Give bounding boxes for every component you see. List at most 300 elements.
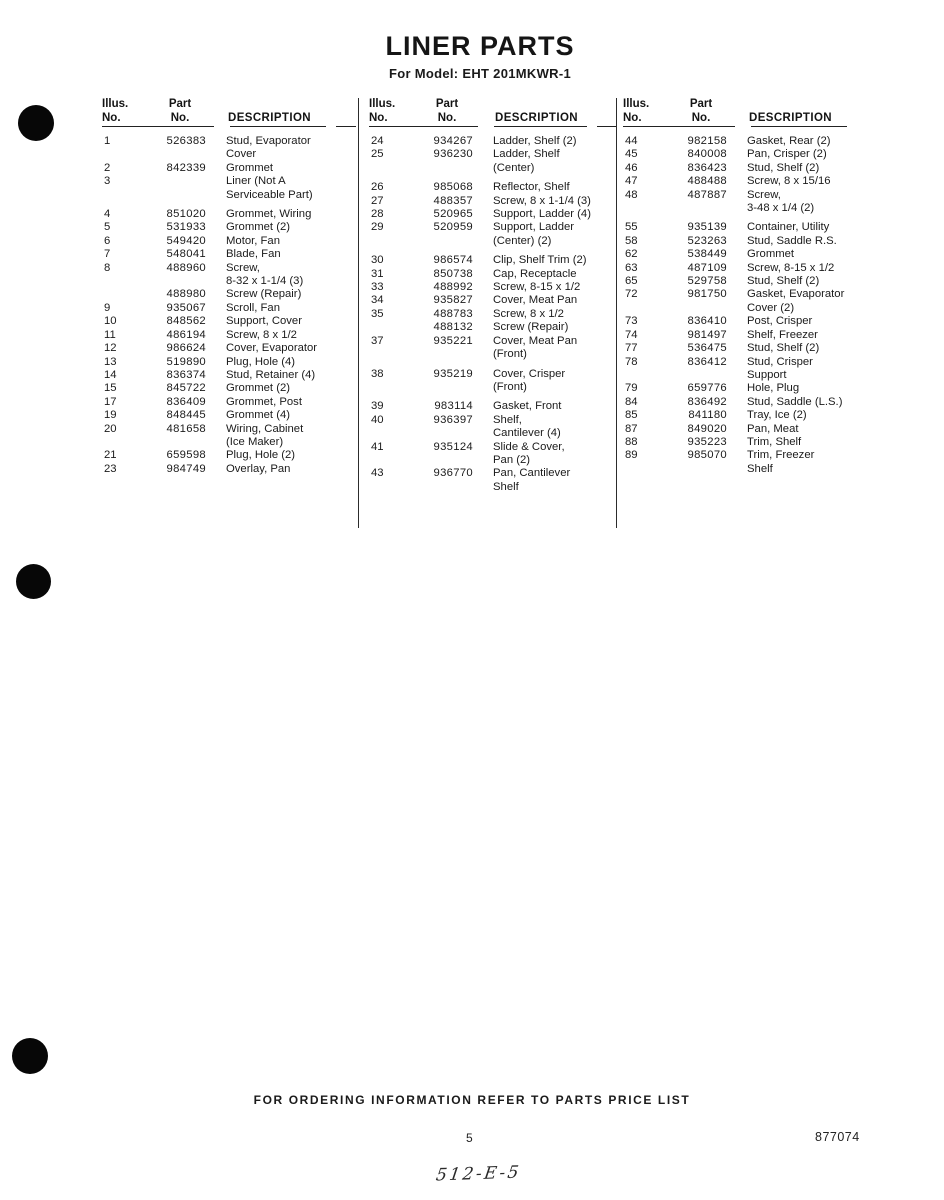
- part-no-cell: 481658: [166, 422, 206, 435]
- table-row: [102, 235, 358, 248]
- part-no-cell: 935219: [433, 367, 473, 380]
- column-header-line2: [369, 112, 616, 126]
- table-row: [102, 409, 358, 422]
- description-cell: [212, 356, 358, 369]
- description-cell: [212, 135, 358, 162]
- description-cell: [479, 368, 616, 395]
- description-line: Container, Utility: [747, 221, 830, 234]
- part-no-cell: 836410: [687, 315, 727, 328]
- illus-no-cell: 89: [625, 449, 638, 462]
- part-no-cell: 549420: [166, 234, 206, 247]
- part-no-cell: 836423: [687, 161, 727, 174]
- table-row: [623, 135, 856, 148]
- illus-no-cell: 40: [371, 413, 384, 426]
- table-row: [623, 409, 856, 422]
- header-rule-segment: [369, 126, 478, 130]
- table-row: [369, 148, 616, 175]
- part-no-cell: 934267: [433, 135, 473, 147]
- table-row: [623, 382, 856, 395]
- description-line: Screw,: [747, 188, 781, 201]
- description-cell: [733, 436, 856, 449]
- illus-no-cell: 4: [104, 208, 111, 221]
- description-line: Grommet (2): [226, 221, 291, 234]
- part-no-cell: 488992: [433, 281, 473, 294]
- punch-hole: [18, 105, 54, 141]
- description-line: Support: [747, 368, 787, 381]
- table-row: [102, 369, 358, 382]
- table-row: [369, 281, 616, 294]
- part-no-cell: 519890: [166, 355, 206, 368]
- table-row: [369, 467, 616, 494]
- column-header-line2: [623, 112, 856, 126]
- table-row: [623, 396, 856, 409]
- table-row: [369, 268, 616, 281]
- table-row: [102, 342, 358, 355]
- illus-no-cell: 55: [625, 221, 638, 234]
- description-cell: [733, 423, 856, 436]
- part-no-cell: 529758: [687, 275, 727, 288]
- part-no-cell: 986624: [166, 342, 206, 355]
- table-row: [623, 342, 856, 355]
- illus-header-label: Illus.: [369, 98, 396, 110]
- description-header: DESCRIPTION: [228, 111, 311, 124]
- punch-hole: [12, 1038, 48, 1074]
- description-cell: [479, 208, 616, 221]
- description-line: (Center): [493, 161, 535, 174]
- description-line: (Front): [493, 380, 527, 393]
- table-row: [102, 382, 358, 395]
- description-line: Pan, Cantilever: [493, 467, 571, 480]
- part-no-cell: 836412: [687, 355, 727, 368]
- description-line: Cover, Meat Pan: [493, 294, 578, 307]
- table-row: [369, 221, 616, 248]
- description-line: (Center) (2): [493, 234, 552, 247]
- part-no-cell: 526383: [166, 135, 206, 147]
- description-line: Stud, Saddle R.S.: [747, 234, 837, 247]
- description-cell: [212, 208, 358, 221]
- description-line: Blade, Fan: [226, 248, 281, 261]
- description-cell: [733, 409, 856, 422]
- description-line: Support, Cover: [226, 315, 302, 328]
- illus-no-cell: 28: [371, 208, 384, 221]
- description-cell: [733, 175, 856, 188]
- description-line: Cover, Evaporator: [226, 342, 318, 355]
- description-cell: [733, 162, 856, 175]
- parts-column: [616, 98, 856, 528]
- column-header: [623, 98, 856, 130]
- description-line: Post, Crisper: [747, 315, 813, 328]
- page-title: LINER PARTS: [385, 31, 575, 61]
- table-row: [623, 248, 856, 261]
- illus-no-header: No.: [623, 111, 642, 124]
- illus-no-cell: 1: [104, 135, 111, 147]
- description-line: Plug, Hole (2): [226, 449, 296, 462]
- part-no-cell: 486194: [166, 328, 206, 341]
- description-line: Stud, Retainer (4): [226, 368, 316, 381]
- illus-no-cell: 27: [371, 194, 384, 207]
- description-cell: [212, 288, 358, 301]
- illus-no-cell: 35: [371, 307, 384, 320]
- illus-no-cell: 13: [104, 355, 117, 368]
- header-rule: [623, 126, 856, 130]
- part-no-cell: 548041: [166, 248, 206, 261]
- part-no-cell: 842339: [166, 161, 206, 174]
- description-line: Overlay, Pan: [226, 462, 291, 475]
- table-row: [623, 315, 856, 328]
- header-rule: [369, 126, 616, 130]
- description-line: Pan (2): [493, 453, 531, 466]
- description-cell: [479, 400, 616, 413]
- illus-no-cell: 37: [371, 334, 384, 347]
- illus-no-cell: 9: [104, 301, 111, 314]
- description-line: Motor, Fan: [226, 234, 280, 247]
- description-line: Gasket, Evaporator: [747, 288, 845, 301]
- description-line: Screw, 8-15 x 1/2: [493, 281, 581, 294]
- description-line: Screw, 8 x 1/2: [226, 328, 297, 341]
- header-rule-segment: [336, 126, 356, 130]
- table-row: [623, 449, 856, 476]
- illus-no-cell: 5: [104, 221, 111, 234]
- illus-no-cell: 87: [625, 422, 638, 435]
- table-row: [369, 368, 616, 395]
- table-row: [623, 235, 856, 248]
- description-line: Clip, Shelf Trim (2): [493, 254, 587, 267]
- table-row: [369, 400, 616, 413]
- part-no-cell: 520959: [433, 221, 473, 234]
- parts-table: [98, 98, 856, 528]
- table-row: [623, 189, 856, 216]
- illus-no-cell: 3: [104, 175, 111, 188]
- table-row: [102, 175, 358, 202]
- illus-header-label: Illus.: [102, 98, 129, 110]
- part-no-cell: 935221: [433, 334, 473, 347]
- description-line: Screw, 8-15 x 1/2: [747, 261, 835, 274]
- description-cell: [733, 356, 856, 383]
- table-row: [102, 221, 358, 234]
- description-line: Pan, Crisper (2): [747, 148, 827, 161]
- description-line: Cover, Meat Pan: [493, 334, 578, 347]
- part-no-cell: 935139: [687, 221, 727, 234]
- illus-no-cell: 58: [625, 234, 638, 247]
- rows-container: [623, 135, 856, 476]
- illus-no-header: No.: [102, 111, 121, 124]
- header-rule-segment: [230, 126, 326, 130]
- table-row: [623, 175, 856, 188]
- table-row: [102, 463, 358, 476]
- description-cell: [212, 342, 358, 355]
- description-cell: [479, 268, 616, 281]
- description-cell: [212, 315, 358, 328]
- table-row: [623, 288, 856, 315]
- part-no-cell: 836374: [166, 368, 206, 381]
- illus-no-cell: 12: [104, 342, 117, 355]
- description-cell: [212, 463, 358, 476]
- description-line: Grommet: [226, 161, 274, 174]
- table-row: [369, 441, 616, 468]
- table-row: [623, 423, 856, 436]
- parts-column: [98, 98, 358, 528]
- description-line: Wiring, Cabinet: [226, 422, 304, 435]
- table-row: [102, 423, 358, 450]
- description-cell: [733, 262, 856, 275]
- description-line: Screw (Repair): [493, 321, 569, 334]
- description-line: Stud, Crisper: [747, 355, 813, 368]
- table-row: [369, 335, 616, 362]
- part-no-cell: 982158: [687, 135, 727, 147]
- description-line: Support, Ladder: [493, 221, 575, 234]
- description-cell: [479, 308, 616, 321]
- description-line: Plug, Hole (4): [226, 355, 296, 368]
- illus-no-cell: 7: [104, 248, 111, 261]
- description-cell: [479, 135, 616, 148]
- illus-no-cell: 33: [371, 281, 384, 294]
- column-header: [102, 98, 358, 130]
- parts-column: [358, 98, 616, 528]
- description-line: Reflector, Shelf: [493, 181, 570, 194]
- description-cell: [733, 449, 856, 476]
- part-no-cell: 936230: [433, 148, 473, 161]
- description-cell: [733, 315, 856, 328]
- description-line: Trim, Freezer: [747, 449, 815, 462]
- description-line: Gasket, Rear (2): [747, 135, 831, 147]
- handwritten-note: 512-E-5: [434, 1162, 523, 1186]
- part-no-cell: 488980: [166, 288, 206, 301]
- description-cell: [733, 221, 856, 234]
- part-no-header: No.: [437, 111, 457, 124]
- description-line: Ladder, Shelf: [493, 148, 560, 161]
- description-line: Support, Ladder (4): [493, 208, 591, 221]
- table-row: [369, 308, 616, 321]
- illus-no-cell: 31: [371, 267, 384, 280]
- illus-no-cell: 11: [104, 328, 116, 341]
- description-line: Liner (Not A: [226, 175, 286, 188]
- illus-no-cell: 23: [104, 462, 117, 475]
- part-no-cell: 836492: [687, 395, 727, 408]
- illus-no-cell: 15: [104, 382, 117, 395]
- description-cell: [733, 288, 856, 315]
- description-cell: [479, 467, 616, 494]
- part-header-label: Part: [689, 98, 713, 110]
- part-no-cell: 845722: [166, 382, 206, 395]
- table-row: [102, 302, 358, 315]
- description-line: Ladder, Shelf (2): [493, 135, 577, 147]
- table-row: [102, 396, 358, 409]
- description-cell: [212, 248, 358, 261]
- illus-no-cell: 30: [371, 254, 384, 267]
- illus-no-cell: 48: [625, 188, 638, 201]
- description-cell: [479, 221, 616, 248]
- illus-no-cell: 20: [104, 422, 117, 435]
- part-no-cell: 536475: [687, 342, 727, 355]
- spacer: [212, 98, 358, 112]
- description-cell: [479, 294, 616, 307]
- illus-no-cell: 46: [625, 161, 638, 174]
- illus-no-cell: 26: [371, 181, 384, 194]
- rows-container: [102, 135, 358, 476]
- part-no-cell: 981497: [687, 328, 727, 341]
- description-cell: [733, 382, 856, 395]
- part-no-cell: 849020: [687, 422, 727, 435]
- description-header: DESCRIPTION: [749, 111, 832, 124]
- column-header: [369, 98, 616, 130]
- description-line: (Front): [493, 348, 527, 361]
- description-line: 3-48 x 1/4 (2): [747, 202, 815, 215]
- description-cell: [733, 235, 856, 248]
- part-no-cell: 935067: [166, 301, 206, 314]
- part-no-cell: 851020: [166, 208, 206, 221]
- description-line: Stud, Shelf (2): [747, 275, 820, 288]
- description-line: Shelf: [747, 462, 773, 475]
- description-cell: [212, 369, 358, 382]
- illus-no-header: No.: [369, 111, 388, 124]
- illus-no-cell: 88: [625, 435, 638, 448]
- illus-no-cell: 44: [625, 135, 638, 147]
- description-cell: [479, 254, 616, 267]
- description-line: Screw, 8 x 15/16: [747, 175, 831, 188]
- illus-no-cell: 39: [371, 400, 384, 413]
- table-row: [369, 135, 616, 148]
- description-cell: [212, 329, 358, 342]
- description-line: Shelf,: [493, 413, 522, 426]
- part-no-cell: 488488: [687, 175, 727, 188]
- description-line: Serviceable Part): [226, 188, 313, 201]
- description-line: Grommet, Post: [226, 395, 302, 408]
- table-row: [102, 208, 358, 221]
- illus-no-cell: 43: [371, 467, 384, 480]
- description-line: Stud, Saddle (L.S.): [747, 395, 843, 408]
- description-cell: [479, 281, 616, 294]
- description-line: Cover (2): [747, 301, 795, 314]
- illus-no-cell: 79: [625, 382, 638, 395]
- description-line: Screw, 8 x 1/2: [493, 307, 564, 320]
- table-row: [102, 262, 358, 289]
- table-row: [102, 288, 358, 301]
- description-line: Cover, Crisper: [493, 367, 566, 380]
- table-row: [623, 356, 856, 383]
- description-cell: [212, 396, 358, 409]
- part-no-cell: 520965: [433, 208, 473, 221]
- spacer: [479, 98, 616, 112]
- part-no-cell: 850738: [433, 267, 473, 280]
- description-line: Tray, Ice (2): [747, 409, 807, 422]
- table-row: [369, 254, 616, 267]
- description-line: Stud, Shelf (2): [747, 161, 820, 174]
- illus-no-cell: 8: [104, 261, 111, 274]
- description-cell: [479, 441, 616, 468]
- description-cell: [733, 396, 856, 409]
- description-cell: [733, 248, 856, 261]
- table-row: [102, 329, 358, 342]
- header-rule-segment: [751, 126, 847, 130]
- column-header-line1: [623, 98, 856, 112]
- header-rule-segment: [102, 126, 214, 130]
- illus-no-cell: 41: [371, 440, 384, 453]
- ordering-note: FOR ORDERING INFORMATION REFER TO PARTS PRICE LIST: [253, 1093, 691, 1107]
- description-line: Stud, Evaporator: [226, 135, 311, 147]
- description-line: Grommet (2): [226, 382, 291, 395]
- description-cell: [479, 321, 616, 334]
- illus-no-cell: 85: [625, 409, 638, 422]
- table-row: [102, 315, 358, 328]
- part-no-cell: 984749: [166, 462, 206, 475]
- table-row: [623, 148, 856, 161]
- document-number: 877074: [815, 1130, 860, 1144]
- description-cell: [479, 148, 616, 175]
- illus-no-cell: 47: [625, 175, 638, 188]
- illus-no-cell: 10: [104, 315, 117, 328]
- table-row: [102, 449, 358, 462]
- description-cell: [733, 135, 856, 148]
- part-no-cell: 848445: [166, 409, 206, 422]
- description-cell: [733, 189, 856, 216]
- description-cell: [212, 449, 358, 462]
- rows-container: [369, 135, 616, 494]
- column-header-line2: [102, 112, 358, 126]
- description-cell: [733, 329, 856, 342]
- table-row: [623, 436, 856, 449]
- part-no-cell: 935124: [433, 440, 473, 453]
- part-no-cell: 488357: [433, 194, 473, 207]
- illus-no-cell: 19: [104, 409, 117, 422]
- part-no-cell: 840008: [687, 148, 727, 161]
- description-line: Scroll, Fan: [226, 301, 280, 314]
- part-no-cell: 659776: [687, 382, 727, 395]
- description-line: Hole, Plug: [747, 382, 800, 395]
- table-row: [369, 321, 616, 334]
- table-row: [369, 195, 616, 208]
- table-row: [369, 414, 616, 441]
- header-rule: [102, 126, 358, 130]
- illus-no-cell: 65: [625, 275, 638, 288]
- illus-no-cell: 24: [371, 135, 384, 147]
- part-no-cell: 488783: [433, 307, 473, 320]
- illus-no-cell: [369, 321, 415, 334]
- illus-no-cell: [102, 288, 148, 301]
- description-cell: [733, 342, 856, 355]
- illus-no-cell: 14: [104, 368, 117, 381]
- description-line: Shelf, Freezer: [747, 328, 818, 341]
- description-cell: [212, 382, 358, 395]
- illus-no-cell: 63: [625, 261, 638, 274]
- description-cell: [212, 235, 358, 248]
- illus-no-cell: 45: [625, 148, 638, 161]
- part-no-cell: 936397: [433, 413, 473, 426]
- illus-no-cell: 74: [625, 328, 638, 341]
- illus-no-cell: 6: [104, 234, 111, 247]
- column-header-line1: [102, 98, 358, 112]
- part-no-cell: 487887: [687, 188, 727, 201]
- description-line: Screw, 8 x 1-1/4 (3): [493, 194, 591, 207]
- description-cell: [212, 162, 358, 175]
- part-no-cell: 985068: [433, 181, 473, 194]
- part-no-cell: 981750: [687, 288, 727, 301]
- table-row: [623, 162, 856, 175]
- description-header: DESCRIPTION: [495, 111, 578, 124]
- part-no-cell: 659598: [166, 449, 206, 462]
- header-rule-segment: [623, 126, 735, 130]
- description-line: Stud, Shelf (2): [747, 342, 820, 355]
- description-cell: [212, 175, 358, 202]
- description-line: Gasket, Front: [493, 400, 562, 413]
- description-line: 8-32 x 1-1/4 (3): [226, 275, 304, 288]
- part-no-cell: 935223: [687, 435, 727, 448]
- part-no-cell: 487109: [687, 261, 727, 274]
- illus-no-cell: 73: [625, 315, 638, 328]
- spacer: [733, 98, 856, 112]
- description-cell: [212, 409, 358, 422]
- page-number: 5: [466, 1131, 473, 1145]
- description-line: Cap, Receptacle: [493, 267, 577, 280]
